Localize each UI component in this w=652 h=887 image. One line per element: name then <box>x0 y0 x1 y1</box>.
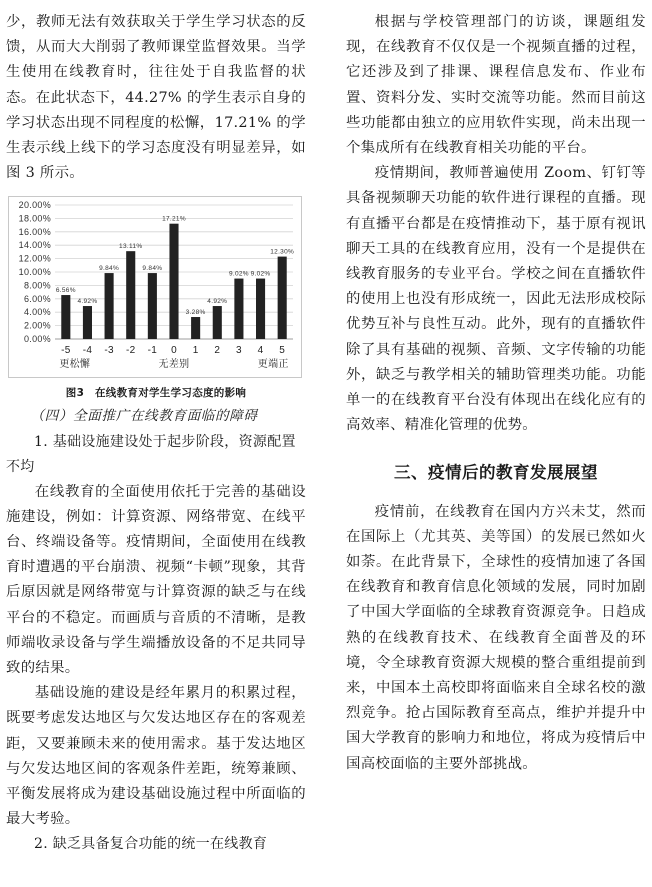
data-label: 9.84% <box>99 265 120 273</box>
figure-3-chart <box>8 196 302 378</box>
y-tick-label: 10.00% <box>18 267 51 278</box>
bar <box>278 257 287 339</box>
bar <box>234 279 243 339</box>
bar <box>126 252 135 340</box>
bar <box>213 306 222 339</box>
data-label: 6.56% <box>55 287 76 295</box>
x-tick-label: -1 <box>147 345 158 357</box>
x-tick-label: 4 <box>257 345 264 357</box>
y-tick-label: 8.00% <box>23 280 51 291</box>
x-tick-label: 0 <box>171 345 177 357</box>
right-column <box>346 10 646 777</box>
bar <box>191 317 200 339</box>
data-label: 17.21% <box>162 216 186 224</box>
y-tick-label: 0.00% <box>23 334 51 345</box>
data-label: 13.11% <box>119 243 143 251</box>
bar <box>61 295 70 339</box>
paragraph-left-3: 基础设施的建设是经年累月的积累过程，既要考虑发达地区与欠发达地区存在的客观差距，又要兼顾未来的使用需求。基于发达地区与欠发达地区间的客观条件差距，统筹兼顾、平衡发展将成为建设基础设施过程中所面临的最大考验。 <box>6 685 306 828</box>
y-tick-label: 18.00% <box>18 213 51 224</box>
y-tick-label: 14.00% <box>18 240 51 251</box>
x-tick-label: 5 <box>279 345 286 357</box>
paragraph-left-1: 少，教师无法有效获取关于学生学习状态的反馈，从而大大削弱了教师课堂监督效果。当学生使用在线教育时，往往处于自我监督的状态。在此状态下，44.27% 的学生表示自身的学习状态出现不同程度的松懈，17.21% 的学生表示线上线下的学习态度没有明显差异，如图 3 所示。 <box>6 14 306 182</box>
left-column <box>6 10 306 857</box>
section-title: 三、疫情后的教育发展展望 <box>394 463 598 483</box>
group-label-right: 更端正 <box>257 359 289 371</box>
group-label-center: 无差别 <box>158 359 190 371</box>
data-label: 9.84% <box>142 265 163 273</box>
data-label: 9.02% <box>250 270 271 278</box>
paragraph-right-2: 疫情期间，教师普遍使用 Zoom、钉钉等具备视频聊天功能的软件进行课程的直播。现有直播平台都是在疫情推动下，基于原有视讯聊天工具的在线教育应用，没有一个是提供在线教育服务的专业平台。学校之间在直播软件的使用上也没有形成统一，因此无法形成校际优势互补与良性互动。此外，现有的直播软件除了具有基础的视频、音频、文字传输的功能外，缺乏与教学相关的辅助管理类功能。功能单一的在线教育平台没有体现出在线化应有的高效率、精准化管理的优势。 <box>346 165 646 434</box>
y-tick-label: 4.00% <box>23 307 51 318</box>
bar <box>169 224 178 339</box>
y-tick-label: 6.00% <box>23 294 51 305</box>
figure-caption: 图3 在线教育对学生学习态度的影响 <box>65 387 247 400</box>
x-tick-label: -5 <box>61 345 71 357</box>
x-tick-label: -4 <box>82 345 93 357</box>
x-tick-label: 3 <box>235 345 242 357</box>
data-label: 4.92% <box>207 298 228 306</box>
subheading-1: 1. 基础设施建设处于起步阶段，资源配置不均 <box>6 433 296 475</box>
data-label: 9.02% <box>228 270 249 278</box>
bar <box>105 273 114 339</box>
y-tick-label: 12.00% <box>18 254 51 265</box>
bar <box>148 273 157 339</box>
data-label: 12.30% <box>270 249 295 257</box>
data-label: 4.92% <box>77 298 98 306</box>
paragraph-left-2: 在线教育的全面使用依托于完善的基础设施建设，例如：计算资源、网络带宽、在线平台、终端设备等。疫情期间，全面使用在线教育时遭遇的平台崩溃、视频“卡顿”现象，其背后原因就是网络带宽与计算资源的缺乏与在线平台的不稳定。而画质与音质的不清晰，是教师端收录设备与学生端播放设备的不足共同导致的结果。 <box>6 483 306 677</box>
data-label: 3.28% <box>185 309 206 317</box>
bar <box>83 306 92 339</box>
subheading-2: 2. 缺乏具备复合功能的统一在线教育 <box>34 836 268 853</box>
y-tick-label: 2.00% <box>23 321 51 332</box>
paragraph-right-1: 根据与学校管理部门的访谈，课题组发现，在线教育不仅仅是一个视频直播的过程，它还涉及到了排课、课程信息发布、作业布置、资料分发、实时交流等功能。然而目前这些功能都由独立的应用软件实现，尚未出现一个集成所有在线教育相关功能的平台。 <box>346 14 646 157</box>
bar <box>256 279 265 339</box>
subsection-title: （四）全面推广在线教育面临的障碍 <box>30 408 258 425</box>
x-tick-label: 1 <box>192 345 199 357</box>
group-label-left: 更松懈 <box>59 359 91 371</box>
y-tick-label: 20.00% <box>18 200 51 211</box>
paragraph-right-3: 疫情前，在线教育在国内方兴未艾，然而在国际上（尤其英、美等国）的发展已然如火如荼。在此背景下，全球性的疫情加速了各国在线教育和教育信息化领域的发展，同时加剧了中国大学面临的全球教育资源竞争。日趋成熟的在线教育技术、在线教育全面普及的环境，令全球教育资源大规模的整合重组提前到来，中国本土高校即将面临来自全球名校的激烈竞争。抢占国际教育至高点，维护并提升中国大学教育的影响力和地位，将成为疫情后中国高校面临的主要外部挑战。 <box>346 503 646 772</box>
x-tick-label: 2 <box>214 345 221 357</box>
x-tick-label: -3 <box>104 345 114 357</box>
y-tick-label: 16.00% <box>18 227 51 238</box>
x-tick-label: -2 <box>125 345 136 357</box>
bar-chart <box>9 197 301 377</box>
